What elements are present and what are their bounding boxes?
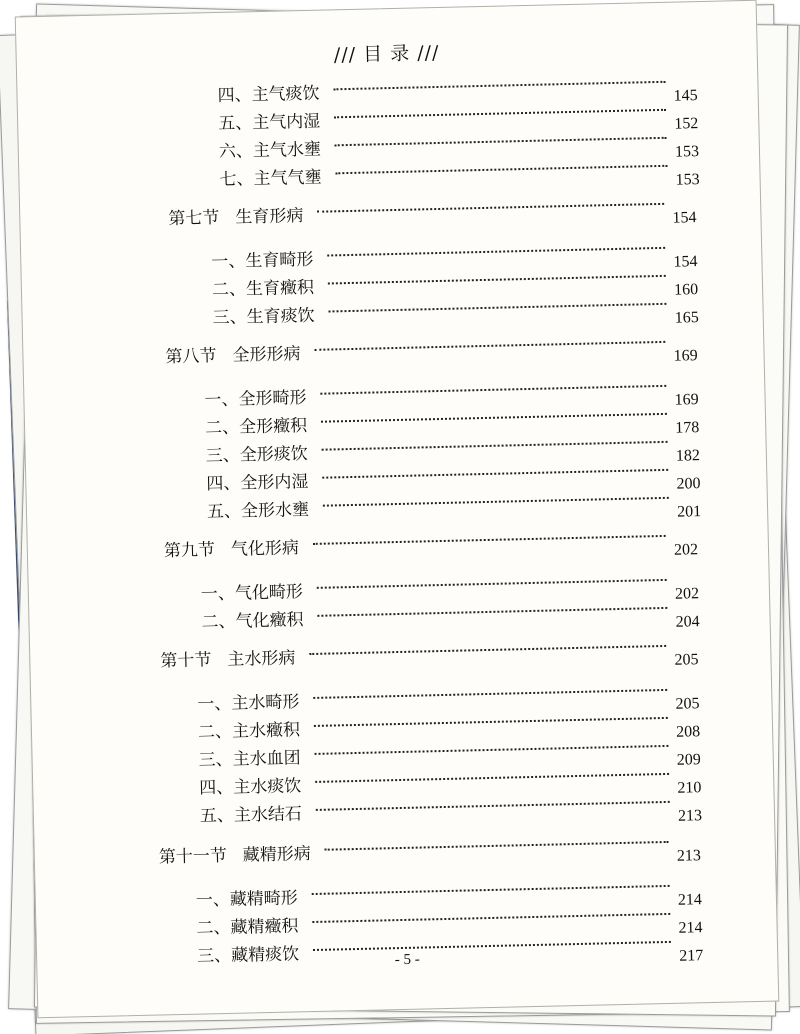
entry-number: 一、 xyxy=(195,889,231,911)
table-of-contents xyxy=(16,1,778,1018)
entry-number: 三、 xyxy=(198,749,233,771)
entry-title: 藏精痰饮 xyxy=(230,944,300,966)
entry-number: 七、 xyxy=(219,169,254,190)
dot-leader xyxy=(333,79,665,90)
entry-title: 主气水壅 xyxy=(252,139,322,162)
entry-page: 213 xyxy=(676,847,702,865)
entry-page: 214 xyxy=(678,919,703,937)
entry-number: 一、 xyxy=(197,693,232,715)
entry-title: 气化畸形 xyxy=(234,582,304,604)
entry-number: 四、 xyxy=(217,85,252,106)
dot-leader xyxy=(322,467,668,478)
entry-number: 三、 xyxy=(196,945,232,967)
entry-page: 153 xyxy=(674,143,700,161)
entry-title: 藏精畸形 xyxy=(229,888,299,910)
entry-title: 全形内湿 xyxy=(240,472,309,494)
entry-page: 153 xyxy=(675,171,700,189)
entry-page: 205 xyxy=(674,651,699,669)
entry-page: 210 xyxy=(677,779,702,797)
entry-title: 主水畸形 xyxy=(231,692,300,714)
entry-page: 182 xyxy=(675,447,701,465)
dot-leader xyxy=(320,383,666,394)
section-number: 第十一节 xyxy=(158,845,228,868)
dot-leader xyxy=(313,687,667,698)
entry-page: 209 xyxy=(676,751,701,769)
toc-section[interactable] xyxy=(165,330,697,366)
dot-leader xyxy=(335,163,667,174)
entry-title: 生育痰饮 xyxy=(246,305,315,328)
entry-page: 154 xyxy=(673,253,698,271)
dot-leader xyxy=(309,643,666,654)
entry-page: 160 xyxy=(673,281,699,299)
entry-page: 165 xyxy=(674,309,699,327)
toc-page xyxy=(15,0,780,1018)
entry-title: 生育癥积 xyxy=(245,277,315,300)
dot-leader xyxy=(327,245,665,256)
entry-title: 主气气壅 xyxy=(253,167,322,190)
entry-number: 五、 xyxy=(217,113,253,134)
entry-title: 藏精癥积 xyxy=(230,916,299,938)
dot-leader xyxy=(317,577,667,588)
entry-page: 200 xyxy=(676,475,701,493)
dot-leader xyxy=(334,107,666,118)
entry-title: 生育畸形 xyxy=(245,249,314,272)
entry-number: 二、 xyxy=(201,611,236,633)
entry-title: 主水血团 xyxy=(232,748,301,770)
toc-section[interactable] xyxy=(164,524,698,560)
toc-section[interactable] xyxy=(160,634,698,670)
section-title: 藏精形病 xyxy=(242,844,312,866)
dot-leader xyxy=(317,605,667,616)
page-header: /// 目 录 /// xyxy=(333,41,440,67)
section-title: 生育形病 xyxy=(235,206,304,228)
entry-page: 217 xyxy=(679,947,704,965)
section-title: 主水形病 xyxy=(227,648,296,670)
dot-leader xyxy=(312,883,670,894)
toc-section[interactable] xyxy=(159,830,701,866)
entry-number: 一、 xyxy=(200,583,236,605)
entry-number: 二、 xyxy=(204,417,240,439)
entry-page: 169 xyxy=(673,347,698,365)
entry-number: 三、 xyxy=(205,445,240,467)
dot-leader xyxy=(317,201,664,212)
entry-page: 213 xyxy=(677,807,703,825)
entry-page: 169 xyxy=(674,391,699,409)
entry-title: 全形痰饮 xyxy=(239,444,308,466)
entry-title: 主气内湿 xyxy=(251,111,321,134)
section-title: 全形形病 xyxy=(232,344,301,366)
section-number: 第九节 xyxy=(163,540,216,562)
entry-title: 气化癥积 xyxy=(235,610,304,632)
toc-section[interactable] xyxy=(168,192,696,228)
dot-leader xyxy=(335,135,667,146)
dot-leader xyxy=(312,911,670,922)
entry-page: 154 xyxy=(672,209,697,227)
entry-number: 六、 xyxy=(218,141,254,162)
entry-page: 152 xyxy=(674,115,699,133)
entry-page: 208 xyxy=(675,723,701,741)
entry-page: 202 xyxy=(674,585,700,603)
dot-leader xyxy=(314,715,668,726)
entry-page: 201 xyxy=(676,503,702,521)
section-number: 第八节 xyxy=(165,346,217,368)
entry-number: 五、 xyxy=(199,805,235,827)
dot-leader xyxy=(328,301,666,312)
dot-leader xyxy=(314,743,668,754)
section-number: 第七节 xyxy=(168,207,220,230)
entry-page: 202 xyxy=(673,541,699,559)
entry-number: 四、 xyxy=(206,473,241,495)
entry-title: 全形水壅 xyxy=(240,499,310,522)
entry-number: 一、 xyxy=(211,251,246,273)
entry-number: 二、 xyxy=(196,917,231,939)
entry-number: 一、 xyxy=(204,389,239,411)
dot-leader xyxy=(321,411,667,422)
dot-leader xyxy=(316,799,670,810)
dot-leader xyxy=(328,273,666,284)
dot-leader xyxy=(325,839,669,850)
entry-title: 全形畸形 xyxy=(238,388,307,410)
entry-number: 四、 xyxy=(199,777,234,799)
dot-leader xyxy=(323,495,669,506)
section-number: 第十节 xyxy=(160,650,212,672)
dot-leader xyxy=(322,439,668,450)
entry-title: 主水痰饮 xyxy=(233,776,302,798)
entry-page: 205 xyxy=(675,695,700,713)
entry-number: 三、 xyxy=(212,307,247,329)
entry-title: 全形癥积 xyxy=(238,416,308,438)
entry-number: 二、 xyxy=(197,721,233,743)
dot-leader xyxy=(313,533,666,544)
entry-page: 204 xyxy=(675,613,700,631)
entry-number: 五、 xyxy=(206,501,242,523)
entry-title: 主气痰饮 xyxy=(251,83,320,106)
entry-page: 145 xyxy=(673,87,698,105)
entry-title: 主水癥积 xyxy=(231,720,301,742)
entry-title: 主水结石 xyxy=(233,804,303,826)
dot-leader xyxy=(314,339,665,350)
entry-number: 二、 xyxy=(211,279,247,301)
section-title: 气化形病 xyxy=(230,538,300,560)
entry-page: 178 xyxy=(675,419,700,437)
dot-leader xyxy=(315,771,669,782)
page-number: - 5 - xyxy=(394,951,420,969)
entry-page: 214 xyxy=(677,891,703,909)
